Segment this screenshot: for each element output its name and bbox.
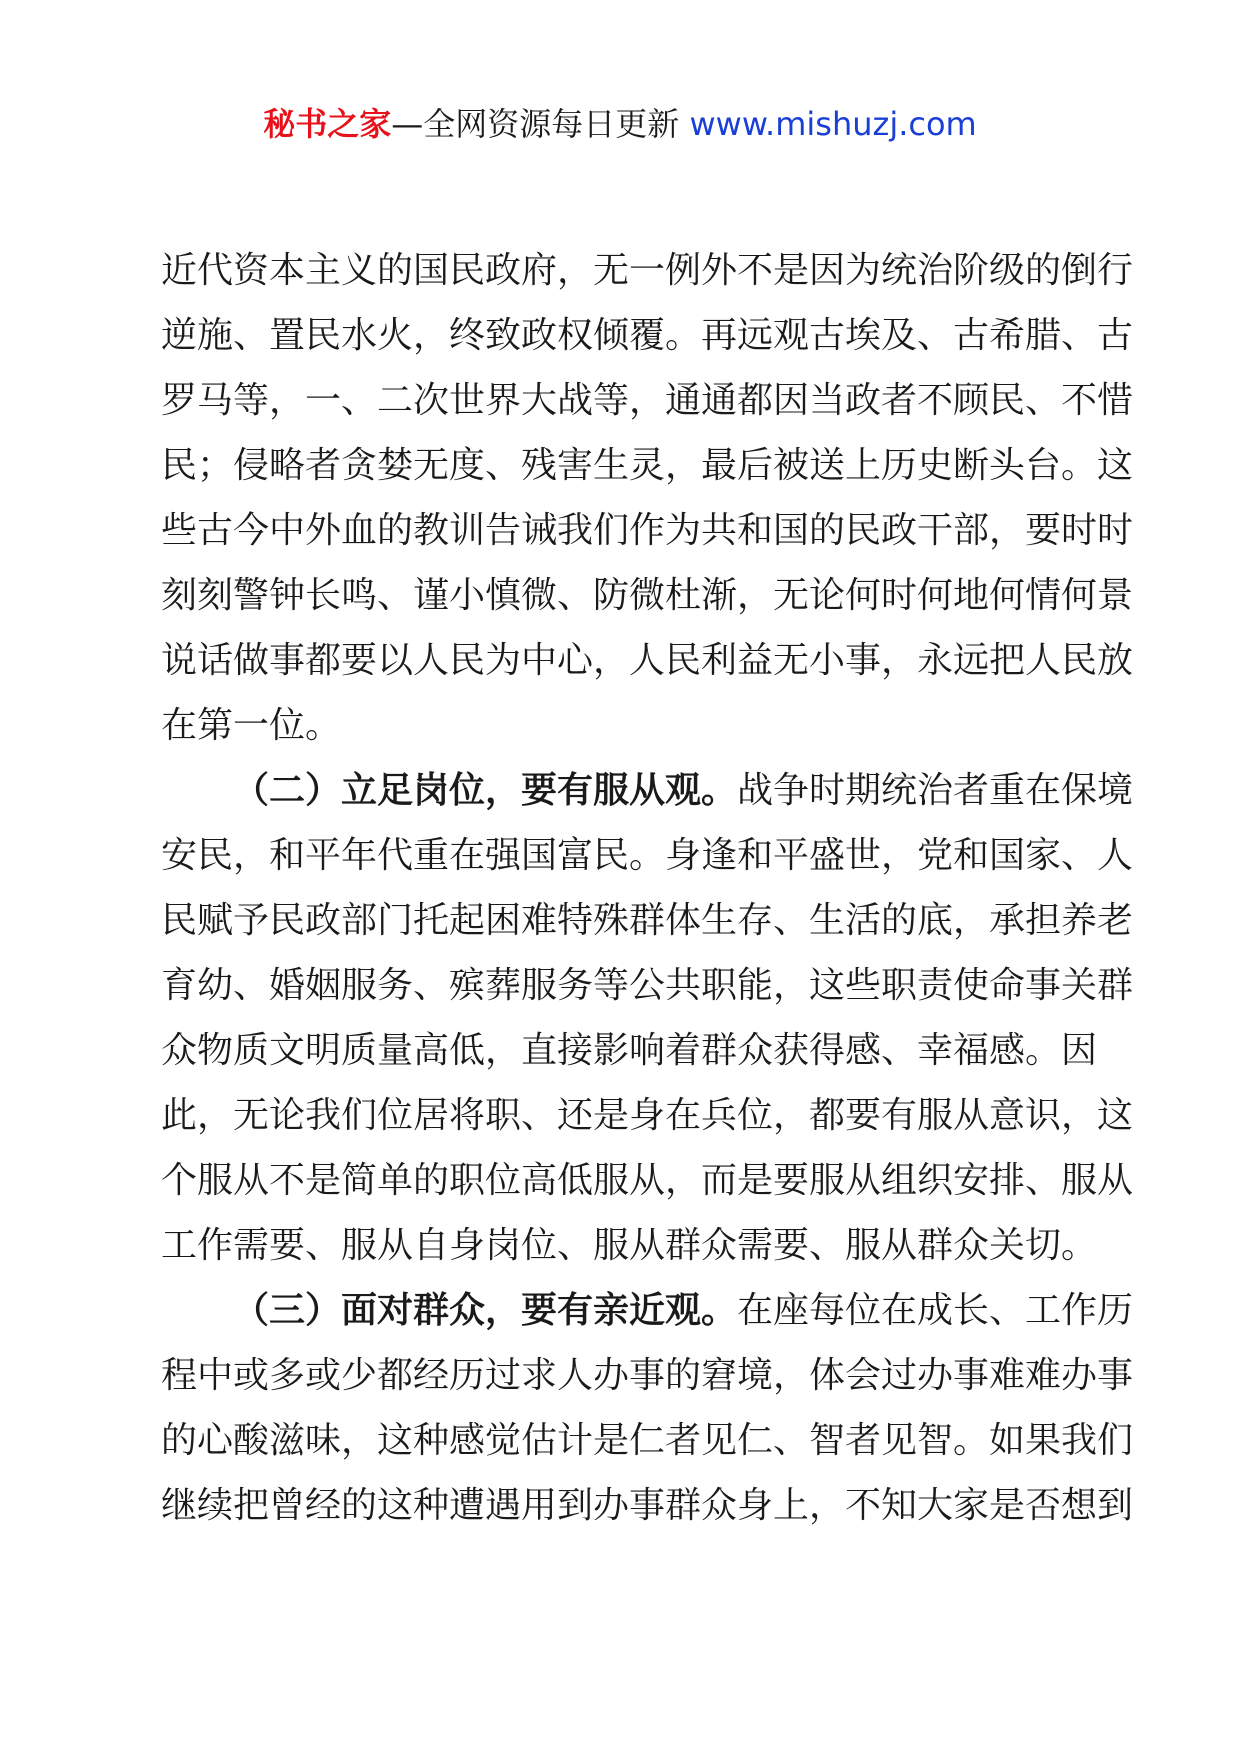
text-line: 逆施、置民水火，终致政权倾覆。再远观古埃及、古希腊、古: [161, 315, 1134, 356]
text-line: 众物质文明质量高低，直接影响着群众获得感、幸福感。因: [161, 1030, 1098, 1071]
text-line: 工作需要、服从自身岗位、服从群众需要、服从群众关切。: [161, 1225, 1098, 1266]
site-url-link[interactable]: www.mishuzj.com: [689, 105, 977, 143]
text-line: 此，无论我们位居将职、还是身在兵位，都要有服从意识，这: [161, 1095, 1134, 1136]
text-line: 说话做事都要以人民为中心，人民利益无小事，永远把人民放: [161, 640, 1134, 681]
text-line: 在第一位。: [161, 705, 342, 746]
section-heading-line: [161, 1278, 1134, 1343]
text-line: 程中或多或少都经历过求人办事的窘境，体会过办事难难办事: [161, 1355, 1134, 1396]
text-line: 近代资本主义的国民政府，无一例外不是因为统治阶级的倒行: [161, 250, 1134, 291]
paragraph-1: [161, 238, 1134, 758]
section-heading-line: [161, 758, 1134, 823]
section-heading: （二）立足岗位，要有服从观。: [233, 770, 738, 811]
site-tagline: —全网资源每日更新: [391, 105, 690, 143]
text-line: 刻刻警钟长鸣、谨小慎微、防微杜渐，无论何时何地何情何景: [161, 575, 1134, 616]
text-line: 民赋予民政部门托起困难特殊群体生存、生活的底，承担养老: [161, 900, 1134, 941]
paragraph-3: [161, 1278, 1134, 1538]
text-line: 罗马等，一、二次世界大战等，通通都因当政者不顾民、不惜: [161, 380, 1134, 421]
section-heading: （三）面对群众，要有亲近观。: [233, 1290, 738, 1331]
site-name: 秘书之家: [263, 105, 392, 143]
text-line: 民；侵略者贪婪无度、残害生灵，最后被送上历史断头台。这: [161, 445, 1134, 486]
text-line: 些古今中外血的教训告诫我们作为共和国的民政干部，要时时: [161, 510, 1134, 551]
text-line: 安民，和平年代重在强国富民。身逢和平盛世，党和国家、人: [161, 835, 1134, 876]
text-line: 育幼、婚姻服务、殡葬服务等公共职能，这些职责使命事关群: [161, 965, 1134, 1006]
text-fragment: 战争时期统治者重在保境: [737, 770, 1134, 811]
text-fragment: 在座每位在成长、工作历: [737, 1290, 1134, 1331]
document-body: [161, 238, 1134, 1538]
text-line: 的心酸滋味，这种感觉估计是仁者见仁、智者见智。如果我们: [161, 1420, 1134, 1461]
text-line: 继续把曾经的这种遭遇用到办事群众身上，不知大家是否想到: [161, 1485, 1134, 1526]
page-header: [0, 100, 1240, 148]
paragraph-2: [161, 758, 1134, 1278]
text-line: 个服从不是简单的职位高低服从，而是要服从组织安排、服从: [161, 1160, 1134, 1201]
